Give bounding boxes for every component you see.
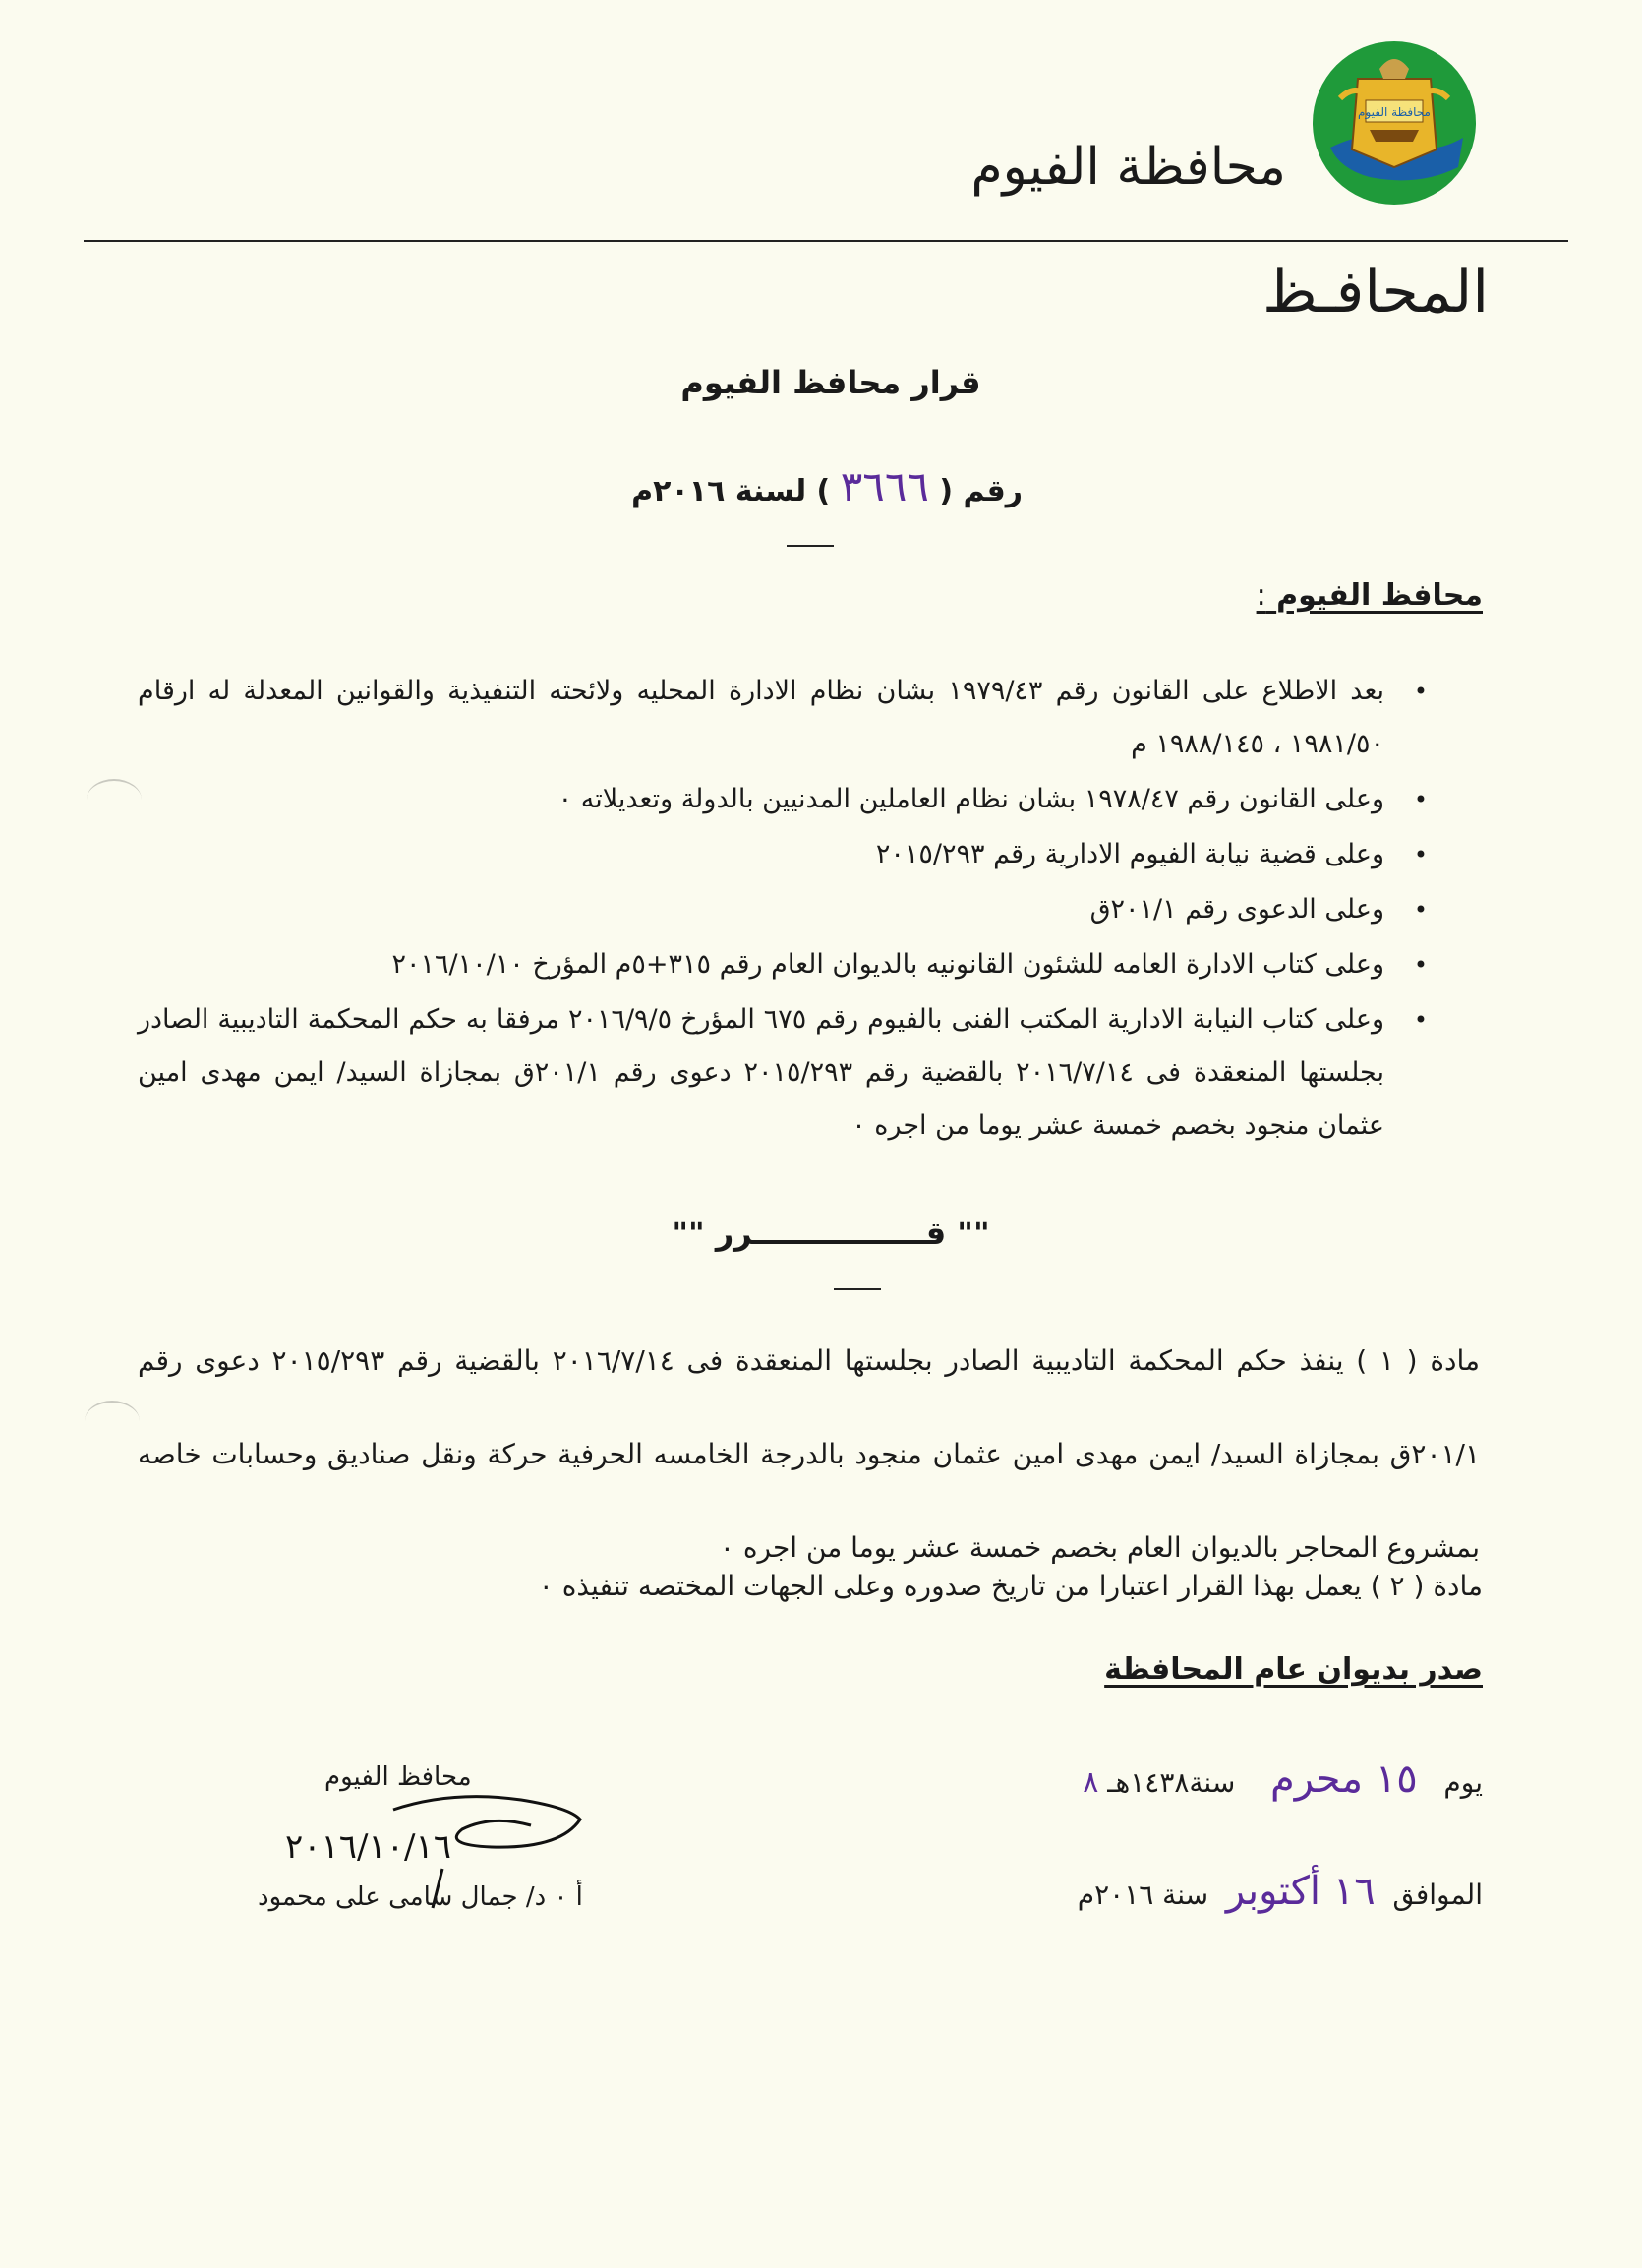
header-divider xyxy=(84,240,1568,242)
punch-hole-mark xyxy=(87,779,142,820)
office-title: المحافـظ xyxy=(1262,258,1489,327)
article-1: مادة ( ١ ) ينفذ حكم المحكمة التاديبية الصادر بجلستها المنعقدة فى ٢٠١٦/٧/١٤ بالقضية رقم ٢٠١٥/٢٩٣ دعوى رقم ٢٠١/١ق بمجازاة السيد/ ايمن مهدى امين عثمان منجود بالدرجة الخامسه الحرفية حركة ونقل صناديق وحسابات خاصه بمشروع المحاجر بالديوان العام بخصم خمسة عشر يوما من اجره ٠ xyxy=(138,1344,1480,1564)
gregorian-date-line xyxy=(1078,1869,1483,1914)
hijri-handwritten-digit: ٨ xyxy=(1083,1765,1099,1800)
governorate-seal-logo xyxy=(1311,39,1478,207)
decided-heading: "" قــــــــــــــــرر "" xyxy=(672,1215,990,1252)
recipient-suffix: : xyxy=(1256,578,1266,613)
article-2: مادة ( ٢ ) يعمل بهذا القرار اعتبارا من تاريخ صدوره وعلى الجهات المختصه تنفيذه ٠ xyxy=(538,1570,1483,1602)
signatory-title: محافظ الفيوم xyxy=(324,1762,472,1792)
recital-item: • وعلى القانون رقم ١٩٧٨/٤٧ بشان نظام العاملين المدنيين بالدولة وتعديلاته ٠ xyxy=(138,773,1384,826)
decree-number-line xyxy=(610,462,1023,510)
recital-item: • وعلى كتاب الادارة العامه للشئون القانونيه بالديوان العام رقم ٣١٥+٥م المؤرخ ٢٠١٦/١٠/١٠ xyxy=(138,938,1384,991)
hijri-year-label: سنة xyxy=(1189,1766,1236,1799)
number-label: رقم ( xyxy=(939,474,1023,508)
decided-divider xyxy=(834,1288,881,1290)
greg-label: الموافق xyxy=(1392,1879,1483,1911)
hijri-date-line xyxy=(1083,1757,1483,1802)
year-label: ) لسنة ٢٠١٦م xyxy=(631,474,831,508)
recital-item: • وعلى قضية نيابة الفيوم الادارية رقم ٢٠١٥/٢٩٣ xyxy=(138,828,1384,881)
seal-text: محافظة الفيوم xyxy=(1358,105,1431,119)
greg-year: سنة ٢٠١٦م xyxy=(1077,1879,1209,1911)
decree-title: قرار محافظ الفيوم xyxy=(680,364,981,401)
recital-item: • وعلى كتاب النيابة الادارية المكتب الفنى بالفيوم رقم ٦٧٥ المؤرخ ٢٠١٦/٩/٥ مرفقا به حكم المحكمة التاديبية الصادر بجلستها المنعقدة فى ٢٠١٦/٧/١٤ بالقضية رقم ٢٠١٥/٢٩٣ دعوى رقم ٢٠١/١ق بمجازاة السيد/ ايمن مهدى امين عثمان منجود بخصم خمسة عشر يوما من اجره ٠ xyxy=(138,993,1384,1153)
signature-date: ٢٠١٦/١٠/١٦ xyxy=(285,1827,452,1867)
title-divider xyxy=(787,545,834,547)
signatory-name: أ ٠ د/ جمال سامى على محمود xyxy=(258,1882,583,1912)
day-handwritten: ١٥ محرم xyxy=(1269,1757,1418,1802)
recipient-label: محافظ الفيوم xyxy=(1276,578,1483,613)
governorate-name: محافظة الفيوم xyxy=(970,138,1286,197)
greg-handwritten: ١٦ أكتوبر xyxy=(1225,1869,1376,1914)
recipient-heading xyxy=(1257,578,1483,613)
recital-item: • وعلى الدعوى رقم ٢٠١/١ق xyxy=(138,883,1384,936)
punch-hole-mark xyxy=(85,1401,140,1442)
recital-item: • بعد الاطلاع على القانون رقم ١٩٧٩/٤٣ بشان نظام الادارة المحليه ولائحته التنفيذية والقوانين المعدلة له ارقام ١٩٨١/٥٠ ، ١٩٨٨/١٤٥ م xyxy=(138,665,1384,771)
issued-statement: صدر بديوان عام المحافظة xyxy=(1104,1652,1483,1687)
decree-number-handwritten: ٣٦٦٦ xyxy=(840,462,929,510)
day-label: يوم xyxy=(1443,1766,1483,1799)
hijri-year-value: ١٤٣٨هـ xyxy=(1107,1766,1190,1799)
recitals-list xyxy=(138,665,1426,1155)
